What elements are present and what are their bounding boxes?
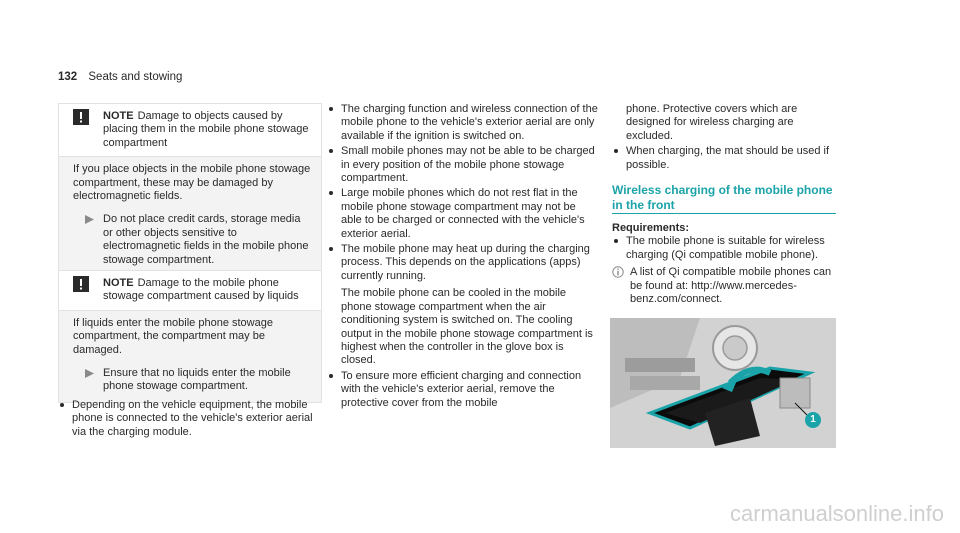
- note-text: Damage to the mobile phone stowage compartment caused by liquids: [103, 277, 299, 303]
- note-title: NOTE: [103, 110, 134, 122]
- section-heading: Wireless charging of the mobile phone in the front: [612, 183, 833, 212]
- heading-rule: [612, 213, 836, 214]
- requirements-list: [612, 235, 840, 262]
- step-arrow-icon: [85, 369, 94, 378]
- note-step: [73, 367, 313, 394]
- note-title: NOTE: [103, 277, 134, 289]
- continuation-text: phone. Protective covers which are designed for wireless charging are excluded.: [626, 103, 798, 142]
- list-item: Depending on the vehicle equipment, the mobile phone is connected to the vehicle's exterior aerial via the charging module.: [58, 399, 320, 439]
- step-arrow-icon: [85, 215, 94, 224]
- requirements-label: Requirements:: [612, 222, 690, 234]
- info-text: A list of Qi compatible mobile phones can be found at: http://www.mercedes-benz.com/connect.: [630, 266, 832, 306]
- note-box-objects: [58, 103, 322, 276]
- requirements: [612, 222, 840, 306]
- note-body-text: If liquids enter the mobile phone stowage compartment, the compartment may be damaged.: [73, 316, 273, 356]
- note-body: [59, 156, 321, 275]
- note-header: [59, 271, 321, 310]
- col3: [612, 103, 840, 174]
- list-item: Large mobile phones which do not rest flat in the mobile phone stowage compartment may not be able to be charged or connected with the vehicle's exterior aerial.: [327, 187, 599, 241]
- list-item: The charging function and wireless connection of the mobile phone to the vehicle's exterior aerial are only available if the ignition is switched on.: [327, 103, 599, 143]
- note-step-text: Do not place credit cards, storage media or other objects sensitive to electromagnetic fields in the mobile phone stowage compartment.: [103, 213, 309, 266]
- list-item: When charging, the mat should be used if possible.: [612, 145, 840, 172]
- info-note: [612, 266, 840, 306]
- list-item: The mobile phone is suitable for wireless charging (Qi compatible mobile phone).: [612, 235, 840, 262]
- page-header: [58, 71, 182, 83]
- list-item: Small mobile phones may not be able to be charged in every position of the mobile phone stowage compartment.: [327, 145, 599, 185]
- note-box-liquids: [58, 270, 322, 403]
- note-step: [73, 213, 313, 267]
- col1-bullet-list: [58, 399, 320, 441]
- info-icon: [612, 266, 624, 278]
- list-item-extra: The mobile phone can be cooled in the mobile phone stowage compartment when the air conditioning system is switched on. The cooling output in the mobile phone stowage compartment is highest when the controller in the glove box is closed.: [341, 287, 593, 367]
- page-number: 132: [58, 71, 78, 83]
- console-drawing: [610, 318, 836, 448]
- note-text: Damage to objects caused by placing them in the mobile phone stowage compartment: [103, 110, 309, 149]
- note-body-text: If you place objects in the mobile phone stowage compartment, these may be damaged by electromagnetic fields.: [73, 163, 311, 203]
- list-item: To ensure more efficient charging and connection with the vehicle's exterior aerial, remove the protective cover from the mobile: [327, 370, 599, 410]
- warning-icon: [73, 109, 89, 125]
- note-header: [59, 104, 321, 156]
- list-item: The mobile phone may heat up during the charging process. This depends on the applications (apps) currently running. The mobile phone can be cooled in the mobile phone stowage compartment when the air conditioning system is switched on. The cooling output in the mobile phone stowage compartment is highest when the controller in the glove box is closed.: [327, 243, 599, 368]
- note-body: [59, 310, 321, 402]
- charging-compartment-illustration: [610, 318, 836, 448]
- callout-marker: 1: [805, 412, 821, 428]
- col2-bullet-list: [327, 103, 599, 412]
- section-title: Seats and stowing: [88, 71, 183, 83]
- col3-bullet-list: [612, 145, 840, 172]
- note-step-text: Ensure that no liquids enter the mobile phone stowage compartment.: [103, 367, 291, 393]
- warning-icon: [73, 276, 89, 292]
- watermark: carmanualsonline.info: [729, 501, 944, 526]
